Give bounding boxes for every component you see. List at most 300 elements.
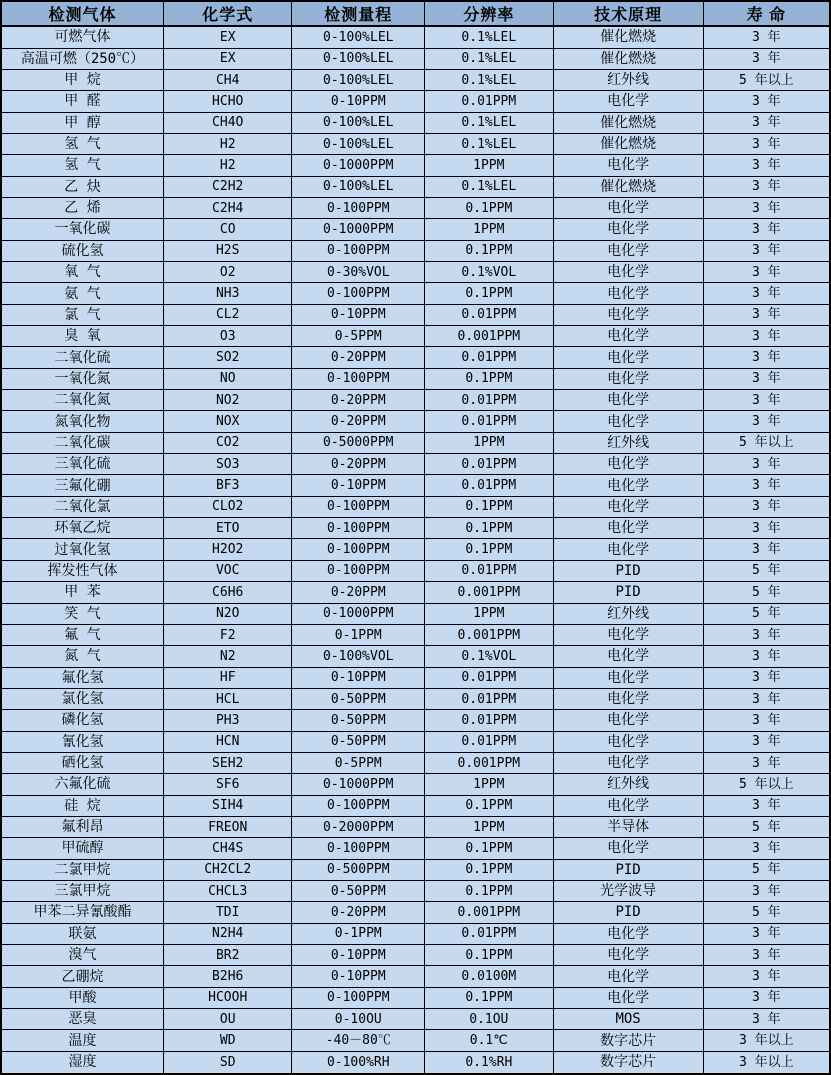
table-row <box>1 133 830 154</box>
table-row <box>1 69 830 90</box>
cell-formula: EX <box>163 26 291 48</box>
cell-range: 0-1000PPM <box>292 219 425 240</box>
cell-gas: 二氧化硫 <box>1 347 163 368</box>
cell-range: 0-1000PPM <box>292 774 425 795</box>
cell-gas: 氨 气 <box>1 283 163 304</box>
cell-principle: 红外线 <box>553 69 703 90</box>
cell-resolution: 0.001PPM <box>425 582 553 603</box>
cell-resolution: 0.1PPM <box>425 496 553 517</box>
cell-principle: 电化学 <box>553 347 703 368</box>
cell-range: 0-20PPM <box>292 411 425 432</box>
cell-gas: 氟利昂 <box>1 816 163 837</box>
cell-gas: 氢 气 <box>1 133 163 154</box>
cell-range: 0-20PPM <box>292 390 425 411</box>
cell-formula: EX <box>163 48 291 69</box>
table-row <box>1 48 830 69</box>
cell-range: 0-10PPM <box>292 475 425 496</box>
cell-formula: SO2 <box>163 347 291 368</box>
table-row <box>1 795 830 816</box>
cell-resolution: 1PPM <box>425 219 553 240</box>
cell-principle: 红外线 <box>553 432 703 453</box>
cell-formula: HCOOH <box>163 987 291 1008</box>
cell-range: 0-10PPM <box>292 667 425 688</box>
cell-principle: PID <box>553 582 703 603</box>
cell-principle: 催化燃烧 <box>553 133 703 154</box>
cell-resolution: 0.1PPM <box>425 240 553 261</box>
cell-principle: PID <box>553 902 703 923</box>
cell-gas: 甲酸 <box>1 987 163 1008</box>
cell-resolution: 0.01PPM <box>425 347 553 368</box>
cell-resolution: 0.1PPM <box>425 283 553 304</box>
cell-resolution: 0.1%RH <box>425 1051 553 1074</box>
cell-lifespan: 3 年 <box>703 518 830 539</box>
cell-gas: 氟 气 <box>1 624 163 645</box>
cell-principle: 电化学 <box>553 155 703 176</box>
cell-principle: 电化学 <box>553 496 703 517</box>
table-row <box>1 582 830 603</box>
cell-lifespan: 3 年 <box>703 454 830 475</box>
table-row <box>1 411 830 432</box>
cell-principle: 电化学 <box>553 283 703 304</box>
cell-range: -40－80℃ <box>292 1030 425 1051</box>
cell-formula: PH3 <box>163 710 291 731</box>
cell-lifespan: 3 年 <box>703 496 830 517</box>
cell-range: 0-20PPM <box>292 454 425 475</box>
cell-formula: C2H2 <box>163 176 291 197</box>
cell-formula: O3 <box>163 326 291 347</box>
cell-principle: 电化学 <box>553 838 703 859</box>
cell-range: 0-1PPM <box>292 624 425 645</box>
cell-formula: H2S <box>163 240 291 261</box>
cell-gas: 氯化氢 <box>1 688 163 709</box>
cell-lifespan: 3 年 <box>703 176 830 197</box>
table-row <box>1 667 830 688</box>
cell-range: 0-500PPM <box>292 859 425 880</box>
cell-formula: ETO <box>163 518 291 539</box>
cell-formula: SF6 <box>163 774 291 795</box>
cell-resolution: 0.1%LEL <box>425 112 553 133</box>
cell-formula: FREON <box>163 816 291 837</box>
cell-lifespan: 3 年 <box>703 624 830 645</box>
table-row <box>1 390 830 411</box>
cell-gas: 乙 炔 <box>1 176 163 197</box>
cell-range: 0-10PPM <box>292 945 425 966</box>
cell-resolution: 0.001PPM <box>425 902 553 923</box>
cell-lifespan: 5 年 <box>703 582 830 603</box>
cell-range: 0-50PPM <box>292 731 425 752</box>
cell-principle: 电化学 <box>553 945 703 966</box>
cell-gas: 二氧化碳 <box>1 432 163 453</box>
cell-principle: 光学波导 <box>553 880 703 901</box>
table-row <box>1 283 830 304</box>
cell-formula: TDI <box>163 902 291 923</box>
table-row <box>1 987 830 1008</box>
cell-formula: HCL <box>163 688 291 709</box>
cell-gas: 笑 气 <box>1 603 163 624</box>
cell-resolution: 0.1%LEL <box>425 48 553 69</box>
cell-lifespan: 3 年 <box>703 411 830 432</box>
cell-principle: PID <box>553 560 703 581</box>
cell-range: 0-1000PPM <box>292 155 425 176</box>
table-row <box>1 560 830 581</box>
cell-gas: 甲 烷 <box>1 69 163 90</box>
cell-gas: 溴气 <box>1 945 163 966</box>
cell-principle: 电化学 <box>553 219 703 240</box>
cell-principle: 红外线 <box>553 603 703 624</box>
table-row <box>1 326 830 347</box>
cell-lifespan: 5 年 <box>703 603 830 624</box>
cell-resolution: 0.001PPM <box>425 326 553 347</box>
table-row <box>1 710 830 731</box>
cell-principle: 电化学 <box>553 475 703 496</box>
cell-principle: PID <box>553 859 703 880</box>
cell-gas: 氢 气 <box>1 155 163 176</box>
cell-lifespan: 3 年 <box>703 945 830 966</box>
cell-principle: 电化学 <box>553 731 703 752</box>
cell-lifespan: 3 年 <box>703 197 830 218</box>
cell-lifespan: 3 年 <box>703 752 830 773</box>
cell-range: 0-100PPM <box>292 283 425 304</box>
cell-lifespan: 5 年 <box>703 816 830 837</box>
cell-resolution: 0.01PPM <box>425 688 553 709</box>
table-row <box>1 838 830 859</box>
cell-resolution: 0.01PPM <box>425 454 553 475</box>
table-row <box>1 923 830 944</box>
cell-gas: 湿度 <box>1 1051 163 1074</box>
cell-lifespan: 5 年以上 <box>703 774 830 795</box>
cell-formula: C6H6 <box>163 582 291 603</box>
column-header-formula: 化学式 <box>163 1 291 26</box>
cell-formula: H2 <box>163 133 291 154</box>
cell-lifespan: 3 年 <box>703 475 830 496</box>
cell-range: 0-10PPM <box>292 304 425 325</box>
cell-principle: 电化学 <box>553 304 703 325</box>
cell-range: 0-100%LEL <box>292 133 425 154</box>
cell-lifespan: 3 年 <box>703 795 830 816</box>
cell-resolution: 0.01PPM <box>425 475 553 496</box>
cell-resolution: 0.001PPM <box>425 752 553 773</box>
cell-lifespan: 3 年 <box>703 240 830 261</box>
cell-formula: CH4S <box>163 838 291 859</box>
cell-gas: 氧 气 <box>1 262 163 283</box>
cell-lifespan: 3 年 <box>703 26 830 48</box>
cell-gas: 六氟化硫 <box>1 774 163 795</box>
table-row <box>1 752 830 773</box>
table-row <box>1 731 830 752</box>
cell-gas: 氮 气 <box>1 646 163 667</box>
cell-lifespan: 3 年 <box>703 347 830 368</box>
cell-resolution: 1PPM <box>425 155 553 176</box>
cell-lifespan: 3 年 <box>703 731 830 752</box>
table-row <box>1 496 830 517</box>
cell-range: 0-5PPM <box>292 752 425 773</box>
cell-formula: CHCL3 <box>163 880 291 901</box>
table-row <box>1 347 830 368</box>
cell-lifespan: 3 年 <box>703 133 830 154</box>
cell-gas: 硫化氢 <box>1 240 163 261</box>
cell-formula: B2H6 <box>163 966 291 987</box>
cell-gas: 一氧化碳 <box>1 219 163 240</box>
cell-range: 0-20PPM <box>292 582 425 603</box>
cell-resolution: 0.1PPM <box>425 197 553 218</box>
cell-resolution: 0.01PPM <box>425 91 553 112</box>
cell-principle: 电化学 <box>553 262 703 283</box>
cell-formula: SD <box>163 1051 291 1074</box>
table-row <box>1 966 830 987</box>
cell-principle: 电化学 <box>553 326 703 347</box>
cell-gas: 一氧化氮 <box>1 368 163 389</box>
cell-gas: 氮氧化物 <box>1 411 163 432</box>
cell-range: 0-100PPM <box>292 795 425 816</box>
cell-lifespan: 5 年 <box>703 902 830 923</box>
table-row <box>1 262 830 283</box>
cell-principle: 电化学 <box>553 197 703 218</box>
cell-resolution: 0.1OU <box>425 1009 553 1030</box>
cell-formula: C2H4 <box>163 197 291 218</box>
cell-formula: N2 <box>163 646 291 667</box>
cell-lifespan: 3 年 <box>703 688 830 709</box>
cell-resolution: 0.01PPM <box>425 390 553 411</box>
cell-formula: NO <box>163 368 291 389</box>
cell-gas: 氰化氢 <box>1 731 163 752</box>
cell-gas: 氯 气 <box>1 304 163 325</box>
cell-formula: O2 <box>163 262 291 283</box>
cell-range: 0-5PPM <box>292 326 425 347</box>
cell-lifespan: 3 年 <box>703 966 830 987</box>
table-row <box>1 91 830 112</box>
cell-gas: 高温可燃（250℃） <box>1 48 163 69</box>
cell-principle: 电化学 <box>553 646 703 667</box>
cell-gas: 磷化氢 <box>1 710 163 731</box>
cell-formula: CH4O <box>163 112 291 133</box>
cell-gas: 硅 烷 <box>1 795 163 816</box>
table-row <box>1 688 830 709</box>
cell-formula: NO2 <box>163 390 291 411</box>
cell-formula: BF3 <box>163 475 291 496</box>
column-header-lifespan: 寿 命 <box>703 1 830 26</box>
cell-lifespan: 3 年 <box>703 838 830 859</box>
table-row <box>1 945 830 966</box>
cell-principle: 电化学 <box>553 240 703 261</box>
cell-principle: 电化学 <box>553 518 703 539</box>
cell-lifespan: 3 年 <box>703 923 830 944</box>
cell-resolution: 0.01PPM <box>425 560 553 581</box>
cell-formula: NOX <box>163 411 291 432</box>
cell-resolution: 1PPM <box>425 816 553 837</box>
cell-formula: CLO2 <box>163 496 291 517</box>
table-row <box>1 219 830 240</box>
cell-formula: NH3 <box>163 283 291 304</box>
cell-range: 0-100%LEL <box>292 112 425 133</box>
cell-range: 0-100%RH <box>292 1051 425 1074</box>
cell-lifespan: 3 年 <box>703 1009 830 1030</box>
cell-resolution: 0.1%LEL <box>425 133 553 154</box>
cell-formula: SEH2 <box>163 752 291 773</box>
cell-formula: N2H4 <box>163 923 291 944</box>
cell-gas: 甲 醇 <box>1 112 163 133</box>
cell-resolution: 0.1%VOL <box>425 262 553 283</box>
cell-lifespan: 3 年 <box>703 283 830 304</box>
cell-resolution: 1PPM <box>425 603 553 624</box>
column-header-resolution: 分辨率 <box>425 1 553 26</box>
cell-lifespan: 3 年 <box>703 304 830 325</box>
table-row <box>1 774 830 795</box>
header-row <box>1 1 830 26</box>
cell-gas: 乙硼烷 <box>1 966 163 987</box>
cell-lifespan: 3 年 <box>703 368 830 389</box>
cell-resolution: 0.01PPM <box>425 667 553 688</box>
cell-range: 0-100PPM <box>292 368 425 389</box>
cell-principle: MOS <box>553 1009 703 1030</box>
cell-range: 0-5000PPM <box>292 432 425 453</box>
cell-gas: 硒化氢 <box>1 752 163 773</box>
cell-resolution: 0.1%LEL <box>425 176 553 197</box>
cell-resolution: 0.0100M <box>425 966 553 987</box>
cell-range: 0-100%LEL <box>292 176 425 197</box>
cell-range: 0-20PPM <box>292 347 425 368</box>
cell-lifespan: 5 年以上 <box>703 69 830 90</box>
cell-resolution: 0.01PPM <box>425 304 553 325</box>
cell-range: 0-100%VOL <box>292 646 425 667</box>
table-row <box>1 155 830 176</box>
cell-range: 0-100%LEL <box>292 26 425 48</box>
table-row <box>1 454 830 475</box>
table-row <box>1 816 830 837</box>
table-row <box>1 624 830 645</box>
cell-principle: 电化学 <box>553 91 703 112</box>
cell-range: 0-50PPM <box>292 688 425 709</box>
cell-range: 0-100PPM <box>292 987 425 1008</box>
cell-resolution: 0.1PPM <box>425 880 553 901</box>
cell-gas: 二氧化氯 <box>1 496 163 517</box>
cell-principle: 电化学 <box>553 987 703 1008</box>
table-row <box>1 859 830 880</box>
table-row <box>1 1009 830 1030</box>
cell-resolution: 0.1%VOL <box>425 646 553 667</box>
cell-range: 0-30%VOL <box>292 262 425 283</box>
table-row <box>1 1051 830 1074</box>
cell-lifespan: 3 年 <box>703 539 830 560</box>
table-row <box>1 26 830 48</box>
cell-lifespan: 3 年 <box>703 390 830 411</box>
cell-lifespan: 3 年以上 <box>703 1051 830 1074</box>
cell-lifespan: 3 年 <box>703 646 830 667</box>
cell-principle: 电化学 <box>553 667 703 688</box>
cell-principle: 半导体 <box>553 816 703 837</box>
cell-gas: 三氟化硼 <box>1 475 163 496</box>
cell-lifespan: 3 年 <box>703 987 830 1008</box>
table-row <box>1 197 830 218</box>
cell-resolution: 0.01PPM <box>425 923 553 944</box>
cell-range: 0-100%LEL <box>292 69 425 90</box>
table-row <box>1 603 830 624</box>
cell-resolution: 0.01PPM <box>425 710 553 731</box>
cell-principle: 催化燃烧 <box>553 26 703 48</box>
cell-formula: CH4 <box>163 69 291 90</box>
column-header-gas: 检测气体 <box>1 1 163 26</box>
column-header-principle: 技术原理 <box>553 1 703 26</box>
table-row <box>1 368 830 389</box>
cell-formula: F2 <box>163 624 291 645</box>
cell-resolution: 0.1PPM <box>425 859 553 880</box>
cell-resolution: 0.1%LEL <box>425 26 553 48</box>
cell-gas: 三氧化硫 <box>1 454 163 475</box>
table-row <box>1 902 830 923</box>
cell-formula: HCN <box>163 731 291 752</box>
cell-lifespan: 3 年 <box>703 91 830 112</box>
cell-lifespan: 5 年 <box>703 560 830 581</box>
cell-principle: 催化燃烧 <box>553 48 703 69</box>
cell-principle: 电化学 <box>553 454 703 475</box>
cell-resolution: 0.1PPM <box>425 368 553 389</box>
cell-formula: SO3 <box>163 454 291 475</box>
cell-principle: 电化学 <box>553 752 703 773</box>
cell-principle: 数字芯片 <box>553 1051 703 1074</box>
cell-gas: 二氯甲烷 <box>1 859 163 880</box>
cell-principle: 电化学 <box>553 923 703 944</box>
cell-range: 0-2000PPM <box>292 816 425 837</box>
cell-resolution: 0.1PPM <box>425 987 553 1008</box>
cell-formula: CO <box>163 219 291 240</box>
table-row <box>1 304 830 325</box>
cell-resolution: 0.1PPM <box>425 838 553 859</box>
cell-range: 0-100PPM <box>292 539 425 560</box>
cell-formula: SIH4 <box>163 795 291 816</box>
cell-lifespan: 3 年 <box>703 262 830 283</box>
cell-resolution: 0.1℃ <box>425 1030 553 1051</box>
cell-principle: 电化学 <box>553 966 703 987</box>
cell-formula: CL2 <box>163 304 291 325</box>
cell-principle: 电化学 <box>553 411 703 432</box>
cell-formula: VOC <box>163 560 291 581</box>
table-body <box>1 26 830 1074</box>
cell-range: 0-1000PPM <box>292 603 425 624</box>
table-row <box>1 880 830 901</box>
cell-resolution: 1PPM <box>425 432 553 453</box>
cell-principle: 电化学 <box>553 390 703 411</box>
cell-range: 0-100%LEL <box>292 48 425 69</box>
cell-gas: 环氧乙烷 <box>1 518 163 539</box>
cell-principle: 电化学 <box>553 688 703 709</box>
cell-lifespan: 3 年 <box>703 112 830 133</box>
cell-principle: 红外线 <box>553 774 703 795</box>
cell-lifespan: 3 年 <box>703 48 830 69</box>
cell-principle: 数字芯片 <box>553 1030 703 1051</box>
cell-lifespan: 3 年 <box>703 219 830 240</box>
cell-resolution: 0.1PPM <box>425 945 553 966</box>
cell-range: 0-100PPM <box>292 496 425 517</box>
cell-resolution: 0.1%LEL <box>425 69 553 90</box>
table-row <box>1 646 830 667</box>
cell-principle: 电化学 <box>553 368 703 389</box>
cell-formula: H2 <box>163 155 291 176</box>
cell-principle: 电化学 <box>553 795 703 816</box>
cell-range: 0-1PPM <box>292 923 425 944</box>
cell-principle: 催化燃烧 <box>553 112 703 133</box>
cell-resolution: 0.001PPM <box>425 624 553 645</box>
cell-gas: 可燃气体 <box>1 26 163 48</box>
table-row <box>1 240 830 261</box>
cell-lifespan: 3 年 <box>703 880 830 901</box>
cell-resolution: 0.01PPM <box>425 411 553 432</box>
cell-lifespan: 5 年 <box>703 859 830 880</box>
cell-formula: OU <box>163 1009 291 1030</box>
cell-range: 0-50PPM <box>292 880 425 901</box>
table-row <box>1 539 830 560</box>
cell-range: 0-100PPM <box>292 560 425 581</box>
cell-formula: H2O2 <box>163 539 291 560</box>
cell-lifespan: 5 年以上 <box>703 432 830 453</box>
